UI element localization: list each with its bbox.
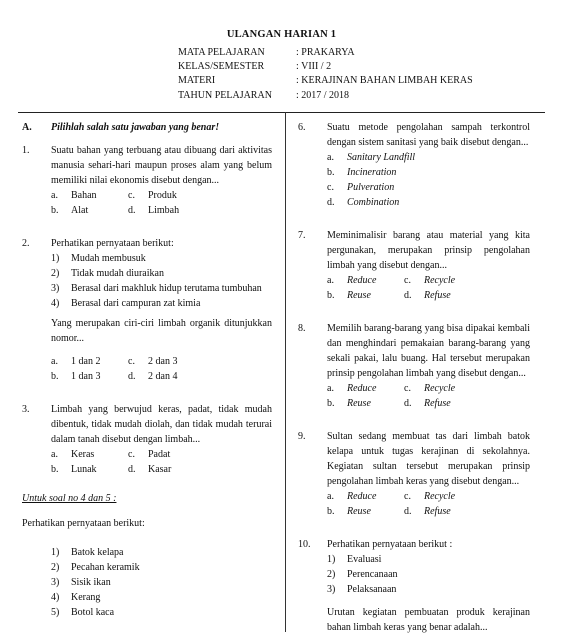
question-number: 8.	[298, 323, 306, 334]
option-letter: a.	[51, 449, 58, 460]
option-b[interactable]	[327, 504, 404, 519]
option-letter: d.	[327, 197, 335, 208]
question-1	[22, 143, 272, 188]
list-item	[327, 567, 530, 582]
question-10-prompt: Urutan kegiatan pembuatan produk kerajinan bahan limbah keras yang benar adalah...	[327, 607, 530, 633]
option-b[interactable]	[51, 203, 128, 218]
list-item	[327, 582, 530, 597]
item-text: Botol kaca	[71, 607, 115, 618]
question-3	[22, 402, 272, 447]
meta-key: TAHUN PELAJARAN	[178, 89, 272, 101]
option-letter: a.	[327, 275, 334, 286]
option-text: Alat	[71, 205, 89, 216]
list-item	[51, 281, 272, 296]
option-c[interactable]	[404, 273, 481, 288]
option-text: Reuse	[347, 506, 371, 517]
question-2-items	[51, 251, 272, 311]
meta-value: : 2017 / 2018	[296, 89, 350, 101]
meta-key: KELAS/SEMESTER	[178, 61, 265, 73]
question-number: 1.	[22, 145, 30, 156]
item-number: 2)	[51, 562, 60, 573]
meta-row	[178, 89, 473, 103]
option-d[interactable]	[128, 203, 205, 218]
list-item	[327, 552, 530, 567]
question-7	[298, 228, 530, 273]
option-text: 2 dan 4	[148, 371, 178, 382]
meta-value: : VIII / 2	[296, 61, 332, 73]
item-text: Tidak mudah diuraikan	[71, 268, 164, 279]
option-text: Lunak	[71, 464, 97, 475]
group-items	[51, 545, 272, 620]
question-text: Perhatikan pernyataan berikut:	[51, 238, 174, 249]
right-column	[298, 120, 530, 635]
question-text: Perhatikan pernyataan berikut :	[327, 539, 453, 550]
question-number: 10.	[298, 539, 311, 550]
item-text: Mudah membusuk	[71, 253, 146, 264]
option-a[interactable]	[327, 381, 404, 396]
option-letter: a.	[327, 152, 334, 163]
question-text: Memilih barang-barang yang bisa dipakai kembali dan menghindari pemakaian barang-barang yang sekali pakai, lalu buang. Hal tersebut merupakan prinsip pengolahan limbah yang disebut dengan...	[327, 323, 530, 379]
item-text: Perencanaan	[347, 569, 398, 580]
question-9	[298, 429, 530, 489]
item-number: 2)	[51, 268, 60, 279]
option-text: Recycle	[424, 383, 456, 394]
question-text: Meminimalisir barang atau material yang kita pergunakan, merupakan prinsip pengolahan limbah yang disebut dengan...	[327, 230, 530, 271]
option-letter: c.	[327, 182, 334, 193]
option-c[interactable]	[128, 447, 205, 462]
option-a[interactable]	[51, 188, 128, 203]
option-a[interactable]	[51, 447, 128, 462]
list-item	[51, 296, 272, 311]
item-text: Sisik ikan	[71, 577, 111, 588]
section-instruction: Pilihlah salah satu jawaban yang benar!	[51, 122, 220, 133]
option-c[interactable]	[128, 354, 205, 369]
option-letter: b.	[51, 464, 59, 475]
option-c[interactable]	[404, 381, 481, 396]
list-item	[51, 251, 272, 266]
item-text: Pecahan keramik	[71, 562, 140, 573]
option-letter: c.	[404, 491, 411, 502]
option-text: Limbah	[148, 205, 180, 216]
list-item	[51, 575, 272, 590]
option-d[interactable]	[128, 369, 205, 384]
question-number: 6.	[298, 122, 306, 133]
item-text: Pelaksanaan	[347, 584, 397, 595]
column-divider	[285, 112, 286, 632]
item-number: 2)	[327, 569, 336, 580]
option-c[interactable]	[327, 180, 530, 195]
item-number: 4)	[51, 592, 60, 603]
option-text: Reuse	[347, 290, 371, 301]
option-text: Padat	[148, 449, 171, 460]
question-9-options	[327, 489, 530, 519]
item-number: 3)	[51, 283, 60, 294]
meta-row	[178, 60, 473, 74]
section-letter: A.	[22, 122, 32, 133]
item-text: Berasal dari makhluk hidup terutama tumbuhan	[71, 283, 262, 294]
option-b[interactable]	[327, 165, 530, 180]
left-column	[22, 120, 272, 620]
question-3-options	[51, 447, 272, 477]
option-letter: d.	[404, 398, 412, 409]
group-note: Untuk soal no 4 dan 5 :	[22, 493, 117, 504]
option-text: 2 dan 3	[148, 356, 178, 367]
option-letter: c.	[128, 190, 135, 201]
option-letter: c.	[404, 275, 411, 286]
question-1-options	[51, 188, 272, 218]
item-number: 3)	[51, 577, 60, 588]
section-heading	[22, 120, 272, 135]
option-letter: d.	[128, 371, 136, 382]
option-text: Produk	[148, 190, 177, 201]
option-letter: d.	[128, 464, 136, 475]
question-6-options	[327, 150, 530, 210]
option-b[interactable]	[327, 396, 404, 411]
item-number: 5)	[51, 607, 60, 618]
option-text: Recycle	[424, 491, 456, 502]
option-text: Kasar	[148, 464, 172, 475]
option-a[interactable]	[327, 489, 404, 504]
question-text: Limbah yang berwujud keras, padat, tidak mudah dibentuk, tidak mudah diolah, dan tidak mudah terurai dalam tanah disebut dengan limbah...	[51, 404, 272, 445]
list-item	[51, 545, 272, 560]
option-b[interactable]	[51, 462, 128, 477]
option-text: Recycle	[424, 275, 456, 286]
option-letter: b.	[327, 290, 335, 301]
option-a[interactable]	[327, 273, 404, 288]
list-item	[51, 266, 272, 281]
meta-value: : KERAJINAN BAHAN LIMBAH KERAS	[296, 75, 473, 87]
option-text: Bahan	[71, 190, 97, 201]
option-d[interactable]	[404, 396, 481, 411]
option-text: Refuse	[424, 290, 451, 301]
question-8-options	[327, 381, 530, 411]
question-7-options	[327, 273, 530, 303]
option-b[interactable]	[327, 288, 404, 303]
option-letter: b.	[327, 167, 335, 178]
question-number: 9.	[298, 431, 306, 442]
option-a[interactable]	[327, 150, 530, 165]
question-number: 7.	[298, 230, 306, 241]
question-2-options	[51, 354, 272, 384]
option-letter: d.	[404, 290, 412, 301]
option-text: 1 dan 3	[71, 371, 101, 382]
option-c[interactable]	[128, 188, 205, 203]
option-text: Combination	[347, 197, 400, 208]
list-item	[51, 605, 272, 620]
option-a[interactable]	[51, 354, 128, 369]
option-text: Refuse	[424, 506, 451, 517]
group-intro: Perhatikan pernyataan berikut:	[22, 518, 145, 529]
option-d[interactable]	[327, 195, 530, 210]
option-letter: b.	[327, 506, 335, 517]
option-text: Refuse	[424, 398, 451, 409]
option-letter: c.	[128, 449, 135, 460]
list-item	[51, 560, 272, 575]
option-text: Reduce	[347, 491, 377, 502]
option-text: Reduce	[347, 275, 377, 286]
option-letter: a.	[51, 190, 58, 201]
meta-row	[178, 46, 473, 60]
option-letter: d.	[128, 205, 136, 216]
option-b[interactable]	[51, 369, 128, 384]
option-text: Pulveration	[347, 182, 395, 193]
question-10-items	[327, 552, 530, 597]
meta-value: : PRAKARYA	[296, 47, 355, 58]
question-8	[298, 321, 530, 381]
header-meta	[178, 46, 473, 103]
question-6	[298, 120, 530, 150]
question-text: Sultan sedang membuat tas dari limbah batok kelapa untuk tugas kerajinan di sekolahnya. Kegiatan sultan tersebut merupakan prinsip pengolahan limbah keras yang disebut dengan...	[327, 431, 530, 487]
option-d[interactable]	[128, 462, 205, 477]
item-number: 3)	[327, 584, 336, 595]
item-number: 1)	[51, 253, 60, 264]
option-letter: a.	[327, 491, 334, 502]
question-2-prompt: Yang merupakan ciri-ciri limbah organik ditunjukkan nomor...	[51, 318, 272, 344]
question-2	[22, 236, 272, 251]
item-text: Berasal dari campuran zat kimia	[71, 298, 201, 309]
option-d[interactable]	[404, 504, 481, 519]
question-10	[298, 537, 530, 552]
question-text: Suatu bahan yang terbuang atau dibuang dari aktivitas manusia sehari-hari maupun proses alam yang belum memiliki nilai ekonomis disebut dengan...	[51, 145, 272, 186]
option-letter: a.	[327, 383, 334, 394]
meta-key: MATA PELAJARAN	[178, 47, 265, 58]
option-letter: b.	[327, 398, 335, 409]
item-text: Kerang	[71, 592, 101, 603]
list-item	[51, 590, 272, 605]
option-text: 1 dan 2	[71, 356, 101, 367]
option-text: Reuse	[347, 398, 371, 409]
question-number: 3.	[22, 404, 30, 415]
option-letter: c.	[128, 356, 135, 367]
item-text: Batok kelapa	[71, 547, 124, 558]
option-text: Reduce	[347, 383, 377, 394]
option-c[interactable]	[404, 489, 481, 504]
option-text: Sanitary Landfill	[347, 152, 416, 163]
item-number: 1)	[51, 547, 60, 558]
option-text: Keras	[71, 449, 95, 460]
item-text: Evaluasi	[347, 554, 382, 565]
option-letter: b.	[51, 205, 59, 216]
option-letter: c.	[404, 383, 411, 394]
option-text: Incineration	[347, 167, 397, 178]
option-letter: d.	[404, 506, 412, 517]
option-d[interactable]	[404, 288, 481, 303]
item-number: 1)	[327, 554, 336, 565]
item-number: 4)	[51, 298, 60, 309]
option-letter: a.	[51, 356, 58, 367]
question-text: Suatu metode pengolahan sampah terkontrol dengan sistem sanitasi yang baik disebut dengan...	[327, 122, 530, 148]
question-number: 2.	[22, 238, 30, 249]
meta-row	[178, 74, 473, 88]
page-title: ULANGAN HARIAN 1	[226, 29, 337, 40]
header-divider	[18, 112, 545, 113]
option-letter: b.	[51, 371, 59, 382]
meta-key: MATERI	[178, 75, 216, 87]
